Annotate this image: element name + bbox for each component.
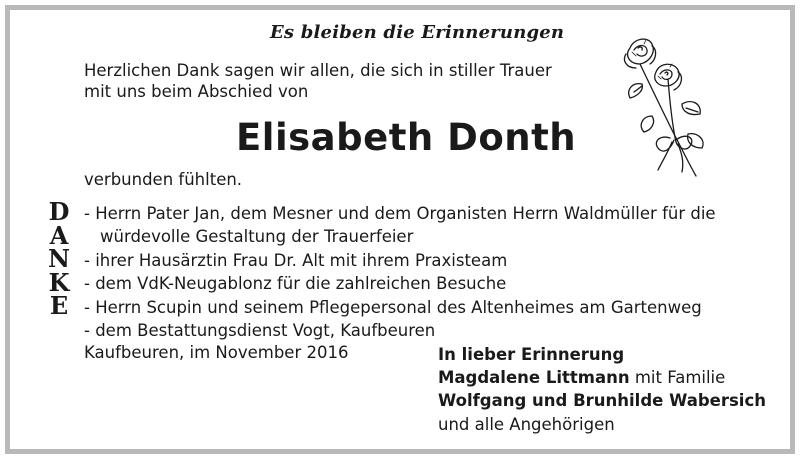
signature-block [438,343,766,436]
place-date: Kaufbeuren, im November 2016 [84,343,349,362]
danke-letter: A [49,220,69,250]
thanks-item-continuation: würdevolle Gestaltung der Trauerfeier [100,227,414,247]
thanks-item: - ihrer Hausärztin Frau Dr. Alt mit ihrem Praxisteam [84,250,508,270]
thanks-item: - dem VdK-Neugablonz für die zahlreichen Besuche [84,274,507,294]
thanks-list [84,202,754,342]
signature-family: mit Familie [629,368,726,388]
signature-line-2 [438,366,766,389]
danke-letter: K [48,267,70,297]
thanks-item: - dem Bestattungsdienst Vogt, Kaufbeuren [84,321,436,341]
intro-text [84,60,552,102]
thanks-item: - Herrn Scupin und seinem Pflegepersonal des Altenheimes am Gartenweg [84,297,702,317]
intro-line-1: Herzlichen Dank sagen wir allen, die sich in stiller Trauer [84,61,552,80]
heading: Es bleiben die Erinnerungen [270,22,565,43]
signature-line-3: Wolfgang und Brunhilde Wabersich [438,391,766,411]
danke-vertical [44,197,74,321]
deceased-name: Elisabeth Donth [236,116,577,159]
thanks-item: - Herrn Pater Jan, dem Mesner und dem Organisten Herrn Waldmüller für die [84,204,716,223]
danke-letter: N [48,244,70,274]
danke-letter: D [48,197,70,226]
signature-name-1: Magdalene Littmann [438,368,630,388]
signature-line-4: und alle Angehörigen [438,414,615,434]
signature-line-1: In lieber Erinnerung [438,345,625,364]
danke-letter: E [49,291,69,321]
intro-line-2: mit uns beim Abschied von [84,82,309,101]
rose-illustration-icon [612,34,722,179]
connected-text: verbunden fühlten. [84,170,243,189]
